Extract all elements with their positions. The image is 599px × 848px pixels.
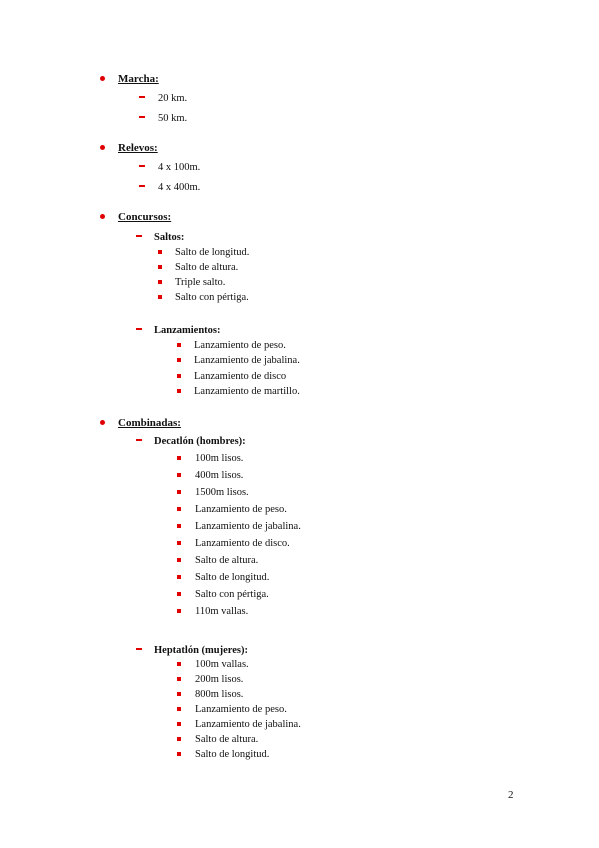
square-bullet-icon: [177, 541, 181, 545]
list-item: Salto de longitud.: [175, 247, 250, 258]
square-bullet-icon: [177, 722, 181, 726]
list-item: Salto de altura.: [195, 734, 259, 745]
list-item: 100m vallas.: [195, 659, 249, 670]
dash-bullet-icon: [139, 116, 145, 118]
list-item: 4 x 400m.: [158, 182, 201, 193]
square-bullet-icon: [177, 677, 181, 681]
list-item: Triple salto.: [175, 277, 226, 288]
list-item: 20 km.: [158, 93, 188, 104]
bullet-dot-icon: [100, 214, 105, 219]
square-bullet-icon: [158, 295, 162, 299]
list-item: 50 km.: [158, 113, 188, 124]
square-bullet-icon: [177, 524, 181, 528]
section-title-combinadas: Combinadas:: [118, 417, 181, 429]
section-title-marcha: Marcha:: [118, 73, 159, 85]
list-item: Lanzamiento de martillo.: [194, 386, 300, 397]
list-item: Lanzamiento de jabalina.: [194, 355, 300, 366]
square-bullet-icon: [177, 692, 181, 696]
section-title-relevos: Relevos:: [118, 142, 158, 154]
list-item: Salto de longitud.: [195, 572, 270, 583]
subsection-title-saltos: Saltos:: [154, 232, 185, 243]
list-item: Lanzamiento de peso.: [195, 704, 287, 715]
list-item: Salto de altura.: [195, 555, 259, 566]
subsection-title-heptatlon: Heptatlón (mujeres):: [154, 645, 248, 656]
square-bullet-icon: [177, 358, 181, 362]
list-item: 1500m lisos.: [195, 487, 249, 498]
dash-bullet-icon: [139, 185, 145, 187]
list-item: 800m lisos.: [195, 689, 244, 700]
dash-bullet-icon: [136, 648, 142, 650]
dash-bullet-icon: [136, 439, 142, 441]
list-item: 4 x 100m.: [158, 162, 201, 173]
square-bullet-icon: [177, 473, 181, 477]
square-bullet-icon: [177, 752, 181, 756]
square-bullet-icon: [158, 250, 162, 254]
dash-bullet-icon: [139, 165, 145, 167]
list-item: Lanzamiento de disco: [194, 371, 287, 382]
bullet-dot-icon: [100, 76, 105, 81]
square-bullet-icon: [177, 490, 181, 494]
dash-bullet-icon: [136, 328, 142, 330]
square-bullet-icon: [158, 265, 162, 269]
list-item: Lanzamiento de jabalina.: [195, 521, 301, 532]
list-item: 400m lisos.: [195, 470, 244, 481]
square-bullet-icon: [177, 558, 181, 562]
list-item: Lanzamiento de peso.: [194, 340, 286, 351]
square-bullet-icon: [177, 507, 181, 511]
square-bullet-icon: [177, 374, 181, 378]
list-item: Lanzamiento de peso.: [195, 504, 287, 515]
square-bullet-icon: [177, 662, 181, 666]
square-bullet-icon: [177, 592, 181, 596]
subsection-title-lanzamientos: Lanzamientos:: [154, 325, 221, 336]
square-bullet-icon: [177, 737, 181, 741]
list-item: 110m vallas.: [195, 606, 249, 617]
square-bullet-icon: [177, 456, 181, 460]
dash-bullet-icon: [139, 96, 145, 98]
list-item: Lanzamiento de disco.: [195, 538, 290, 549]
list-item: Lanzamiento de jabalina.: [195, 719, 301, 730]
list-item: Salto con pértiga.: [195, 589, 269, 600]
list-item: 200m lisos.: [195, 674, 244, 685]
list-item: Salto de altura.: [175, 262, 239, 273]
list-item: Salto de longitud.: [195, 749, 270, 760]
bullet-dot-icon: [100, 420, 105, 425]
section-title-concursos: Concursos:: [118, 211, 172, 223]
bullet-dot-icon: [100, 145, 105, 150]
dash-bullet-icon: [136, 235, 142, 237]
page-number: 2: [508, 789, 514, 801]
square-bullet-icon: [158, 280, 162, 284]
subsection-title-decatlon: Decatlón (hombres):: [154, 436, 246, 447]
square-bullet-icon: [177, 343, 181, 347]
list-item: Salto con pértiga.: [175, 292, 249, 303]
list-item: 100m lisos.: [195, 453, 244, 464]
square-bullet-icon: [177, 609, 181, 613]
square-bullet-icon: [177, 389, 181, 393]
square-bullet-icon: [177, 575, 181, 579]
square-bullet-icon: [177, 707, 181, 711]
